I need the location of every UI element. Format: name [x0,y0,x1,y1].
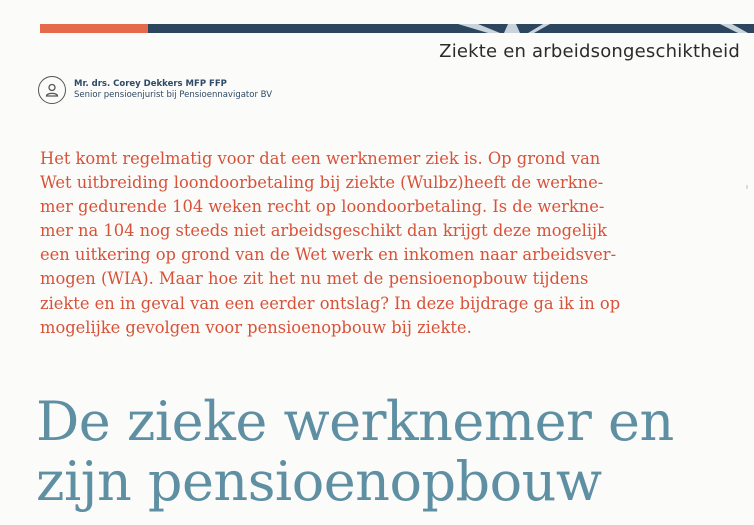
intro-line: Het komt regelmatig voor dat een werknemer ziek is. Op grond van [40,149,601,168]
intro-line: mogelijke gevolgen voor pensioenopbouw bij ziekte. [40,317,472,337]
intro-line: Wet uitbreiding loondoorbetaling bij ziekte (Wulbz)heeft de werkne- [40,173,604,193]
author-role: Senior pensioenjurist bij Pensioennavigator BV [74,90,273,100]
band-pattern [148,24,754,33]
article-headline [36,392,674,512]
band-stripe-4 [720,24,748,33]
band-stripe-3 [528,24,550,33]
margin-mark [746,185,748,189]
navy-band-segment [148,24,754,33]
intro-line: ziekte en in geval van een eerder ontslag? In deze bijdrage ga ik in op [40,293,621,313]
author-info [74,79,272,101]
headline-line: De zieke werknemer en [36,390,674,453]
band-stripe-1 [458,24,500,33]
person-icon [38,76,66,104]
author-name: Mr. drs. Corey Dekkers MFP FFP [74,79,227,89]
author-block [38,76,272,104]
top-color-band [40,24,754,33]
intro-line: mogen (WIA). Maar hoe zit het nu met de pensioenopbouw tijdens [40,269,589,289]
orange-band-segment [40,24,148,33]
intro-line: mer gedurende 104 weken recht op loondoorbetaling. Is de werkne- [40,197,605,217]
band-stripe-2 [504,24,520,33]
intro-line: een uitkering op grond van de Wet werk en inkomen naar arbeidsver- [40,245,617,265]
intro-paragraph [40,147,640,340]
section-title: Ziekte en arbeidsongeschiktheid [439,41,740,62]
intro-line: mer na 104 nog steeds niet arbeidsgeschikt dan krijgt deze mogelijk [40,221,607,241]
headline-line: zijn pensioenopbouw [36,450,602,513]
